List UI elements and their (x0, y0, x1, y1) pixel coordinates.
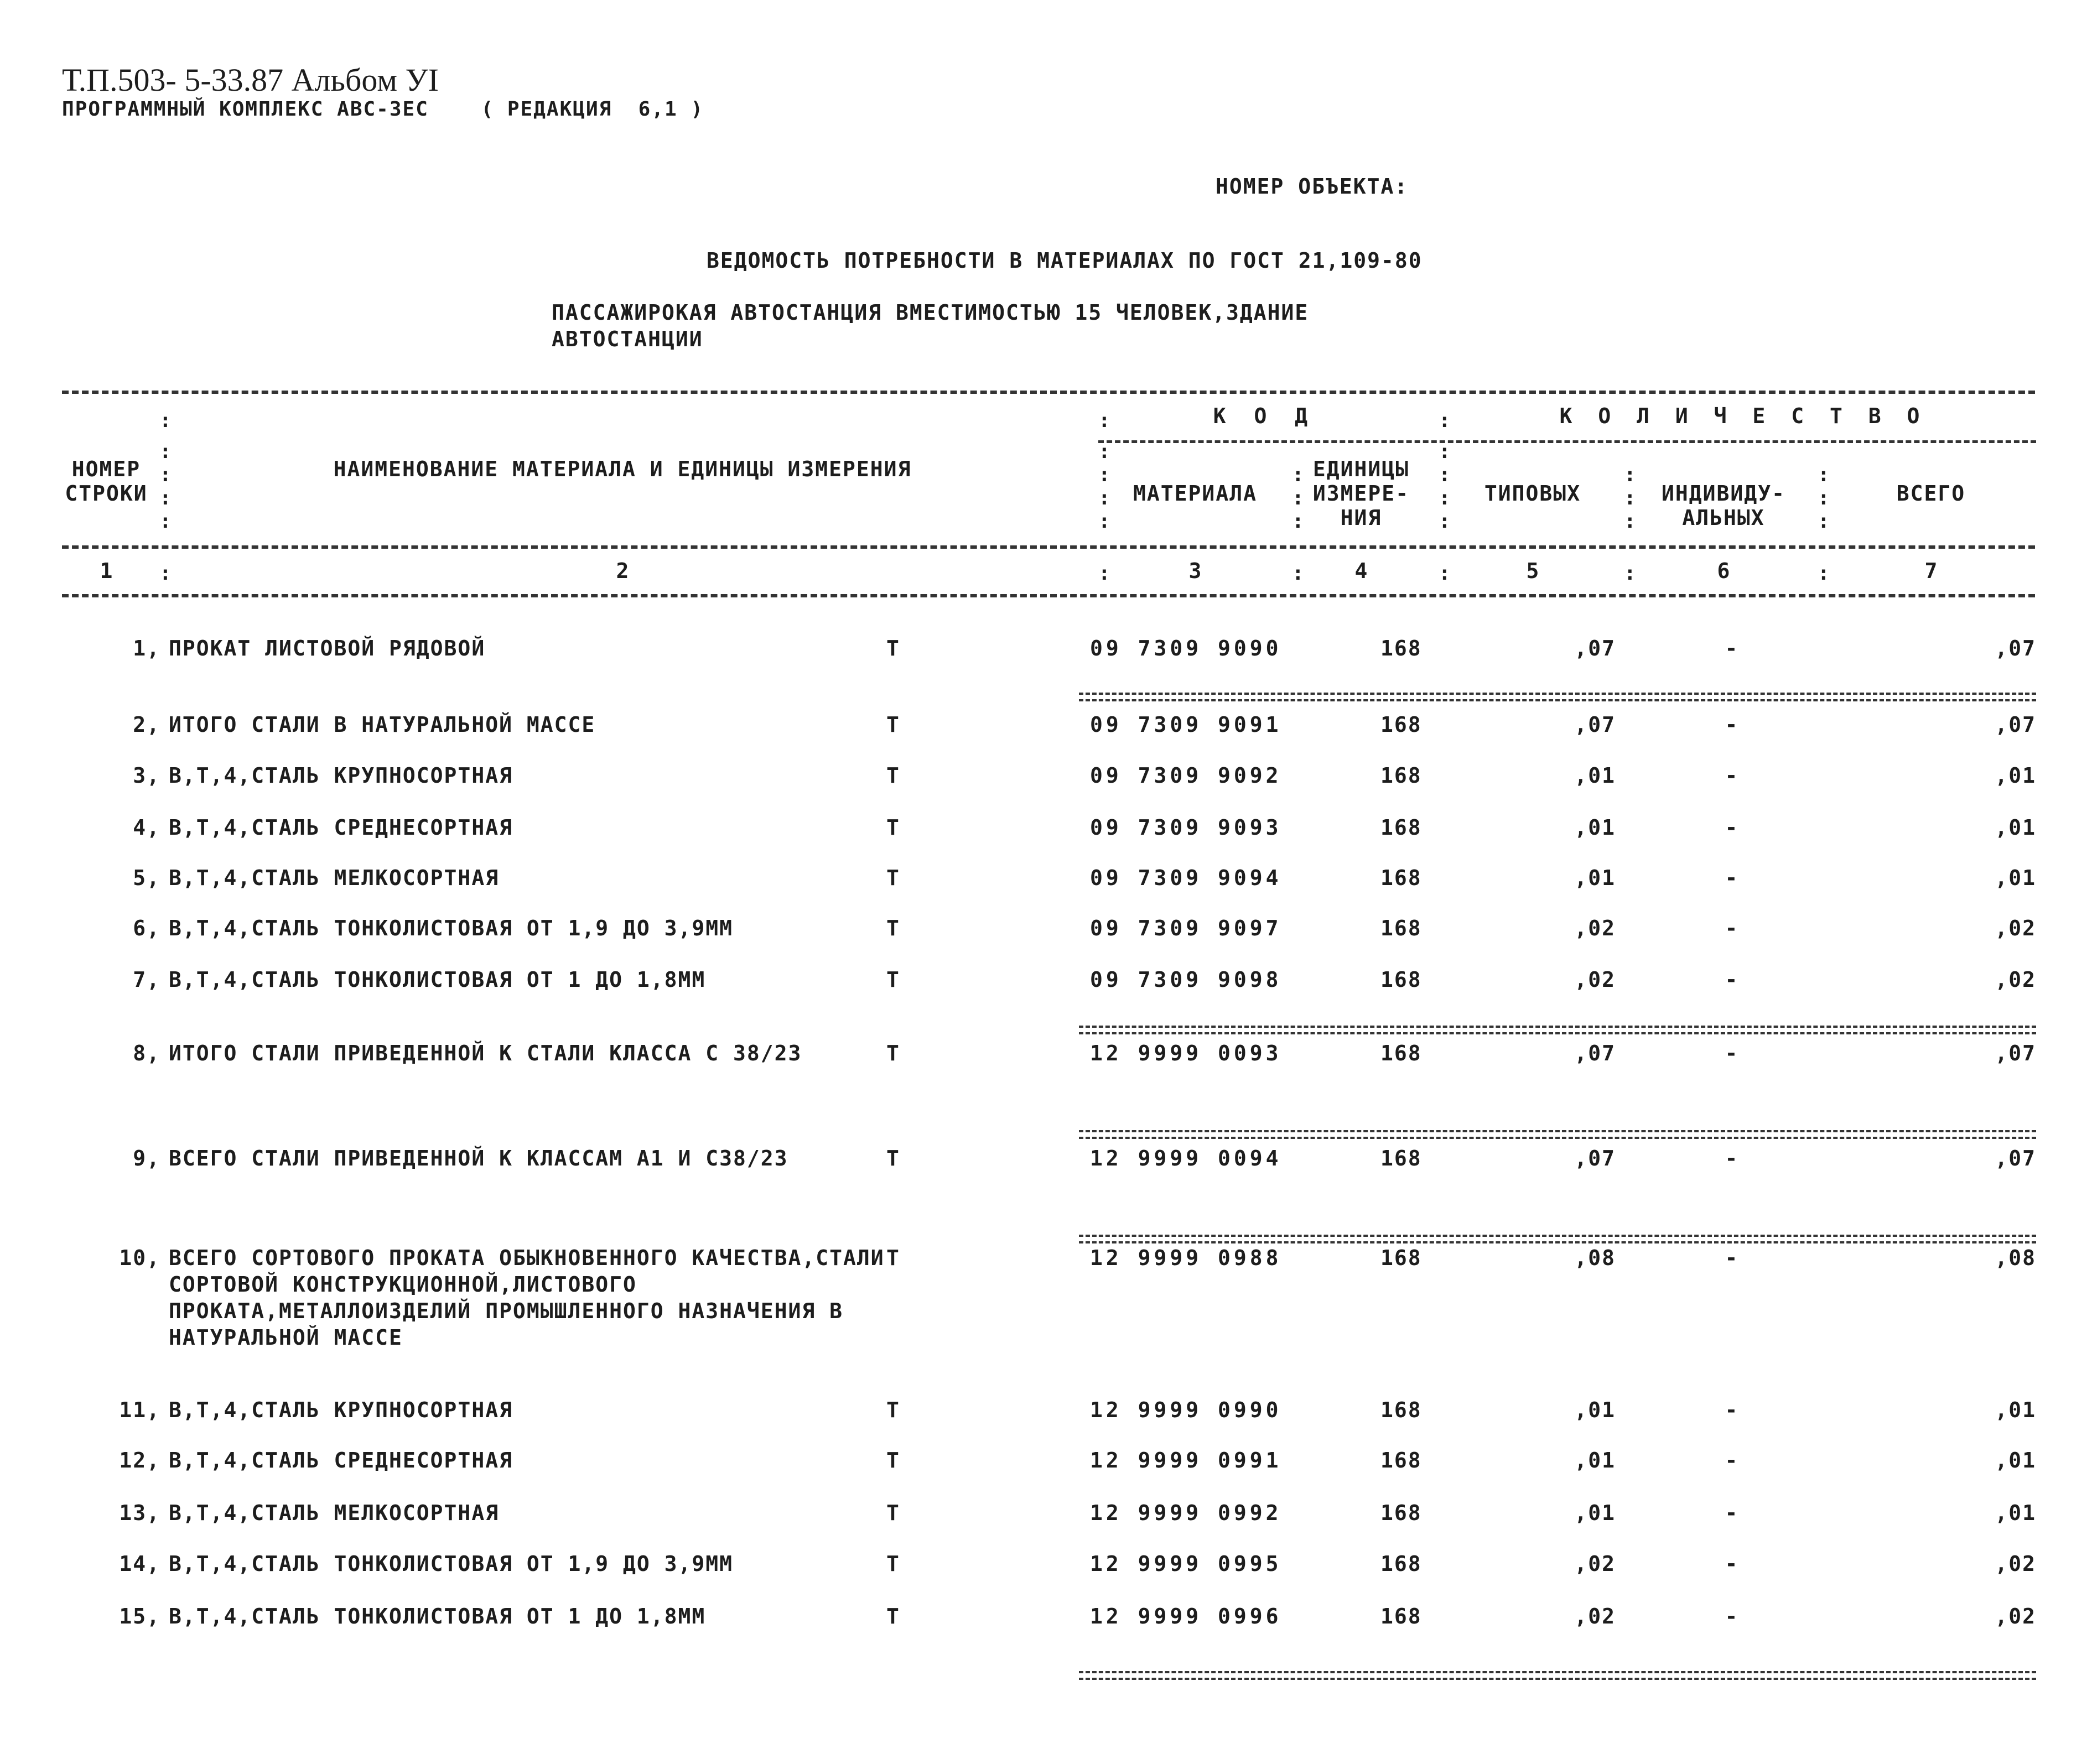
typical-quantity: ,07 (1574, 712, 1616, 737)
unit-code: 168 (1380, 1448, 1422, 1472)
material-code: 12 9999 0093 (1090, 1041, 1282, 1065)
material-code: 12 9999 0094 (1090, 1146, 1282, 1170)
double-rule (1079, 1026, 2036, 1034)
column-separator: : (1624, 487, 1636, 509)
unit-code: 168 (1380, 763, 1422, 788)
column-separator: : (1624, 510, 1636, 533)
column-separator: : (1439, 562, 1451, 585)
total-quantity: ,01 (1995, 1448, 2036, 1472)
unit-code: 168 (1380, 1552, 1422, 1576)
column-separator: : (1439, 409, 1451, 432)
row-number: 12, (119, 1448, 160, 1472)
material-name: В,Т,4,СТАЛЬ ТОНКОЛИСТОВАЯ ОТ 1 ДО 1,8ММ (169, 1604, 706, 1628)
individual-quantity: - (1725, 636, 1739, 660)
col-typical: ТИПОВЫХ (1484, 481, 1581, 506)
column-separator: : (1292, 562, 1304, 585)
typical-quantity: ,01 (1574, 866, 1616, 890)
typical-quantity: ,02 (1574, 1552, 1616, 1576)
total-quantity: ,02 (1995, 967, 2036, 992)
material-code: 12 9999 0991 (1090, 1448, 1282, 1472)
typical-quantity: ,07 (1574, 1041, 1616, 1065)
col-number-4: 4 (1354, 559, 1368, 583)
individual-quantity: - (1725, 1604, 1739, 1628)
unit-code: 168 (1380, 1041, 1422, 1065)
col-number-5: 5 (1526, 559, 1539, 583)
column-separator: : (159, 510, 172, 533)
row-number: 8, (133, 1041, 160, 1065)
column-separator: : (159, 487, 172, 509)
individual-quantity: - (1725, 866, 1739, 890)
column-separator: : (1439, 464, 1451, 486)
unit-label: Т (886, 1146, 900, 1170)
column-separator: : (1098, 440, 1110, 463)
row-number: 9, (133, 1146, 160, 1170)
row-number: 7, (133, 967, 160, 992)
column-separator: : (1098, 464, 1110, 486)
unit-code: 168 (1380, 1604, 1422, 1628)
total-quantity: ,01 (1995, 1398, 2036, 1422)
total-quantity: ,07 (1995, 636, 2036, 660)
row-number: 2, (133, 712, 160, 737)
total-quantity: ,01 (1995, 815, 2036, 840)
material-code: 09 7309 9098 (1090, 967, 1282, 992)
total-quantity: ,07 (1995, 1041, 2036, 1065)
material-code: 12 9999 0996 (1090, 1604, 1282, 1628)
row-number: 1, (133, 636, 160, 660)
object-number-label: НОМЕР ОБЪЕКТА: (1216, 174, 1409, 199)
typical-quantity: ,08 (1574, 1246, 1616, 1270)
material-name: В,Т,4,СТАЛЬ СРЕДНЕСОРТНАЯ (169, 1448, 513, 1472)
row-number: 14, (119, 1552, 160, 1576)
row-number: 15, (119, 1604, 160, 1628)
rule-group-split (1098, 440, 2036, 443)
material-code: 09 7309 9094 (1090, 866, 1282, 890)
unit-label: Т (886, 763, 900, 788)
material-name: В,Т,4,СТАЛЬ КРУПНОСОРТНАЯ (169, 1398, 513, 1422)
material-name: В,Т,4,СТАЛЬ СРЕДНЕСОРТНАЯ (169, 815, 513, 840)
individual-quantity: - (1725, 1041, 1739, 1065)
material-name: ВСЕГО СОРТОВОГО ПРОКАТА ОБЫКНОВЕННОГО КАЧЕСТВА,СТАЛИ СОРТОВОЙ КОНСТРУКЦИОННОЙ,ЛИСТОВОГО ПРОКАТА,МЕТАЛЛОИЗДЕЛИЙ ПРОМЫШЛЕННОГО НАЗНАЧЕНИЯ В НАТУРАЛЬНОЙ МАССЕ (169, 1246, 885, 1350)
double-rule (1079, 1235, 2036, 1243)
row-number: 11, (119, 1398, 160, 1422)
unit-code: 168 (1380, 712, 1422, 737)
unit-label: Т (886, 1604, 900, 1628)
col-code-group: К О Д (1213, 404, 1316, 428)
total-quantity: ,02 (1995, 1552, 2036, 1576)
unit-code: 168 (1380, 1246, 1422, 1270)
row-number: 5, (133, 866, 160, 890)
column-separator: : (1098, 510, 1110, 533)
typical-quantity: ,07 (1574, 636, 1616, 660)
col-number-2: 2 (616, 559, 629, 583)
unit-label: Т (886, 1398, 900, 1422)
unit-label: Т (886, 1041, 900, 1065)
unit-code: 168 (1380, 916, 1422, 940)
double-rule (1079, 693, 2036, 701)
total-quantity: ,08 (1995, 1246, 2036, 1270)
unit-code: 168 (1380, 1146, 1422, 1170)
total-quantity: ,02 (1995, 1604, 2036, 1628)
material-name: В,Т,4,СТАЛЬ МЕЛКОСОРТНАЯ (169, 1501, 500, 1525)
column-separator: : (1818, 464, 1830, 486)
row-number: 13, (119, 1501, 160, 1525)
individual-quantity: - (1725, 1501, 1739, 1525)
individual-quantity: - (1725, 1398, 1739, 1422)
column-separator: : (1098, 562, 1110, 585)
column-separator: : (1818, 562, 1830, 585)
column-separator: : (1292, 510, 1304, 533)
individual-quantity: - (1725, 1448, 1739, 1472)
individual-quantity: - (1725, 1552, 1739, 1576)
individual-quantity: - (1725, 712, 1739, 737)
material-name: В,Т,4,СТАЛЬ ТОНКОЛИСТОВАЯ ОТ 1 ДО 1,8ММ (169, 967, 706, 992)
material-code: 12 9999 0992 (1090, 1501, 1282, 1525)
unit-label: Т (886, 1246, 900, 1270)
column-separator: : (1439, 510, 1451, 533)
material-name: В,Т,4,СТАЛЬ ТОНКОЛИСТОВАЯ ОТ 1,9 ДО 3,9ММ (169, 916, 733, 940)
total-quantity: ,01 (1995, 866, 2036, 890)
col-number-3: 3 (1188, 559, 1202, 583)
album-reference: Т.П.503- 5-33.87 Альбом УI (62, 62, 439, 98)
typical-quantity: ,01 (1574, 1501, 1616, 1525)
col-individual: ИНДИВИДУ- АЛЬНЫХ (1662, 481, 1785, 530)
rule-header-bottom (62, 545, 2035, 549)
individual-quantity: - (1725, 815, 1739, 840)
col-unit-code: ЕДИНИЦЫ ИЗМЕРЕ- НИЯ (1312, 457, 1410, 530)
material-code: 09 7309 9097 (1090, 916, 1282, 940)
unit-code: 168 (1380, 967, 1422, 992)
rule-numbers-bottom (62, 594, 2035, 597)
row-number: 3, (133, 763, 160, 788)
document-subtitle-line2: АВТОСТАНЦИИ (552, 327, 703, 351)
typical-quantity: ,01 (1574, 763, 1616, 788)
typical-quantity: ,02 (1574, 967, 1616, 992)
column-separator: : (159, 464, 172, 486)
col-row-number: НОМЕР СТРОКИ (65, 457, 148, 506)
material-code: 12 9999 0988 (1090, 1246, 1282, 1270)
column-separator: : (1624, 464, 1636, 486)
column-separator: : (1292, 464, 1304, 486)
total-quantity: ,07 (1995, 712, 2036, 737)
row-number: 10, (119, 1246, 160, 1270)
typical-quantity: ,01 (1574, 1398, 1616, 1422)
column-separator: : (1439, 487, 1451, 509)
col-total: ВСЕГО (1896, 481, 1966, 506)
row-number: 6, (133, 916, 160, 940)
material-name: ПРОКАТ ЛИСТОВОЙ РЯДОВОЙ (169, 636, 486, 660)
double-rule (1079, 1130, 2036, 1139)
individual-quantity: - (1725, 763, 1739, 788)
document-title: ВЕДОМОСТЬ ПОТРЕБНОСТИ В МАТЕРИАЛАХ ПО ГОСТ 21,109-80 (707, 248, 1423, 273)
individual-quantity: - (1725, 916, 1739, 940)
material-name: В,Т,4,СТАЛЬ МЕЛКОСОРТНАЯ (169, 866, 500, 890)
unit-code: 168 (1380, 815, 1422, 840)
total-quantity: ,02 (1995, 916, 2036, 940)
document-subtitle-line1: ПАССАЖИРОКАЯ АВТОСТАНЦИЯ ВМЕСТИМОСТЬЮ 15 ЧЕЛОВЕК,ЗДАНИЕ (552, 300, 1309, 325)
unit-label: Т (886, 1501, 900, 1525)
material-code: 09 7309 9090 (1090, 636, 1282, 660)
material-name: ВСЕГО СТАЛИ ПРИВЕДЕННОЙ К КЛАССАМ А1 И С38/23 (169, 1146, 788, 1170)
individual-quantity: - (1725, 1146, 1739, 1170)
individual-quantity: - (1725, 967, 1739, 992)
col-number-1: 1 (100, 559, 113, 583)
material-code: 12 9999 0990 (1090, 1398, 1282, 1422)
typical-quantity: ,01 (1574, 815, 1616, 840)
unit-code: 168 (1380, 866, 1422, 890)
column-separator: : (159, 409, 172, 432)
rule-top (62, 391, 2035, 394)
typical-quantity: ,02 (1574, 916, 1616, 940)
unit-label: Т (886, 636, 900, 660)
unit-label: Т (886, 1552, 900, 1576)
material-name: ИТОГО СТАЛИ В НАТУРАЛЬНОЙ МАССЕ (169, 712, 596, 737)
unit-label: Т (886, 866, 900, 890)
column-separator: : (1818, 510, 1830, 533)
material-code: 09 7309 9092 (1090, 763, 1282, 788)
unit-code: 168 (1380, 1398, 1422, 1422)
program-info: ПРОГРАММНЫЙ КОМПЛЕКС АВС-3ЕС ( РЕДАКЦИЯ 6,1 ) (62, 98, 704, 121)
column-separator: : (1624, 562, 1636, 585)
col-material-name: НАИМЕНОВАНИЕ МАТЕРИАЛА И ЕДИНИЦЫ ИЗМЕРЕНИЯ (333, 457, 912, 481)
material-code: 09 7309 9091 (1090, 712, 1282, 737)
total-quantity: ,07 (1995, 1146, 2036, 1170)
unit-label: Т (886, 967, 900, 992)
unit-label: Т (886, 1448, 900, 1472)
unit-code: 168 (1380, 1501, 1422, 1525)
typical-quantity: ,02 (1574, 1604, 1616, 1628)
material-code: 09 7309 9093 (1090, 815, 1282, 840)
column-separator: : (1292, 487, 1304, 509)
column-separator: : (1098, 487, 1110, 509)
material-name: В,Т,4,СТАЛЬ КРУПНОСОРТНАЯ (169, 763, 513, 788)
unit-code: 168 (1380, 636, 1422, 660)
column-separator: : (1098, 409, 1110, 432)
material-name: ИТОГО СТАЛИ ПРИВЕДЕННОЙ К СТАЛИ КЛАССА С 38/23 (169, 1041, 802, 1065)
column-separator: : (1818, 487, 1830, 509)
column-separator: : (159, 440, 172, 463)
individual-quantity: - (1725, 1246, 1739, 1270)
col-number-7: 7 (1924, 559, 1938, 583)
material-name: В,Т,4,СТАЛЬ ТОНКОЛИСТОВАЯ ОТ 1,9 ДО 3,9ММ (169, 1552, 733, 1576)
typical-quantity: ,07 (1574, 1146, 1616, 1170)
unit-label: Т (886, 815, 900, 840)
unit-label: Т (886, 712, 900, 737)
typical-quantity: ,01 (1574, 1448, 1616, 1472)
column-separator: : (159, 562, 172, 585)
double-rule (1079, 1671, 2036, 1680)
col-number-6: 6 (1717, 559, 1730, 583)
col-quantity-group: К О Л И Ч Е С Т В О (1559, 404, 1927, 428)
material-code: 12 9999 0995 (1090, 1552, 1282, 1576)
col-material-code: МАТЕРИАЛА (1133, 481, 1257, 506)
unit-label: Т (886, 916, 900, 940)
total-quantity: ,01 (1995, 1501, 2036, 1525)
column-separator: : (1439, 440, 1451, 463)
total-quantity: ,01 (1995, 763, 2036, 788)
row-number: 4, (133, 815, 160, 840)
